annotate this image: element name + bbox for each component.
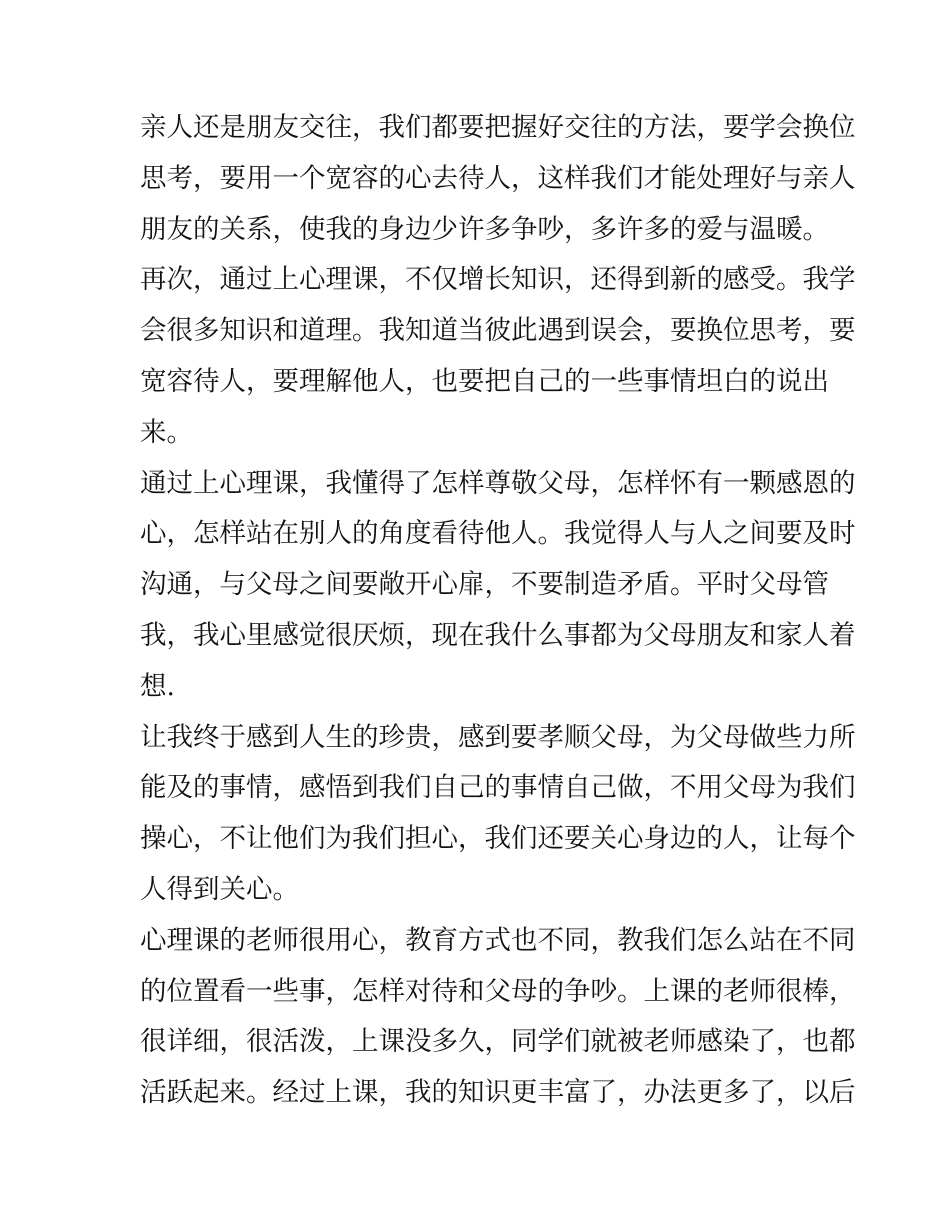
text-line: 沟通，与父母之间要敞开心扉，不要制造矛盾。平时父母管 [140,569,829,601]
text-line: 想. [140,670,175,702]
text-line: 能及的事情，感悟到我们自己的事情自己做，不用父母为我们 [140,772,856,804]
text-line: 再次，通过上心理课，不仅增长知识，还得到新的感受。我学 [140,264,856,296]
text-line: 朋友的关系，使我的身边少许多争吵，多许多的爱与温暖。 [140,213,829,245]
text-line: 亲人还是朋友交往，我们都要把握好交往的方法，要学会换位 [140,112,856,143]
text-line: 操心，不让他们为我们担心，我们还要关心身边的人，让每个 [140,823,856,855]
text-line: 心，怎样站在别人的角度看待他人。我觉得人与人之间要及时 [140,518,856,550]
text-line: 人得到关心。 [140,873,299,905]
text-line: 心理课的老师很用心，教育方式也不同，教我们怎么站在不同 [140,924,856,956]
text-line: 宽容待人，要理解他人，也要把自己的一些事情坦白的说出 [140,365,829,397]
text-line: 让我终于感到人生的珍贵，感到要孝顺父母，为父母做些力所 [140,721,856,753]
text-line: 通过上心理课，我懂得了怎样尊敬父母，怎样怀有一颗感恩的 [140,467,856,499]
text-line: 思考，要用一个宽容的心去待人，这样我们才能处理好与亲人 [140,162,856,194]
text-line: 来。 [140,416,193,448]
text-line: 很详细，很活泼，上课没多久，同学们就被老师感染了，也都 [140,1026,856,1058]
text-line: 我，我心里感觉很厌烦，现在我什么事都为父母朋友和家人着 [140,619,856,651]
text-line: 活跃起来。经过上课，我的知识更丰富了，办法更多了，以后 [140,1077,856,1109]
document-body [140,103,856,1119]
text-line: 的位置看一些事，怎样对待和父母的争吵。上课的老师很棒， [140,975,856,1007]
text-line: 会很多知识和道理。我知道当彼此遇到误会，要换位思考，要 [140,315,856,347]
